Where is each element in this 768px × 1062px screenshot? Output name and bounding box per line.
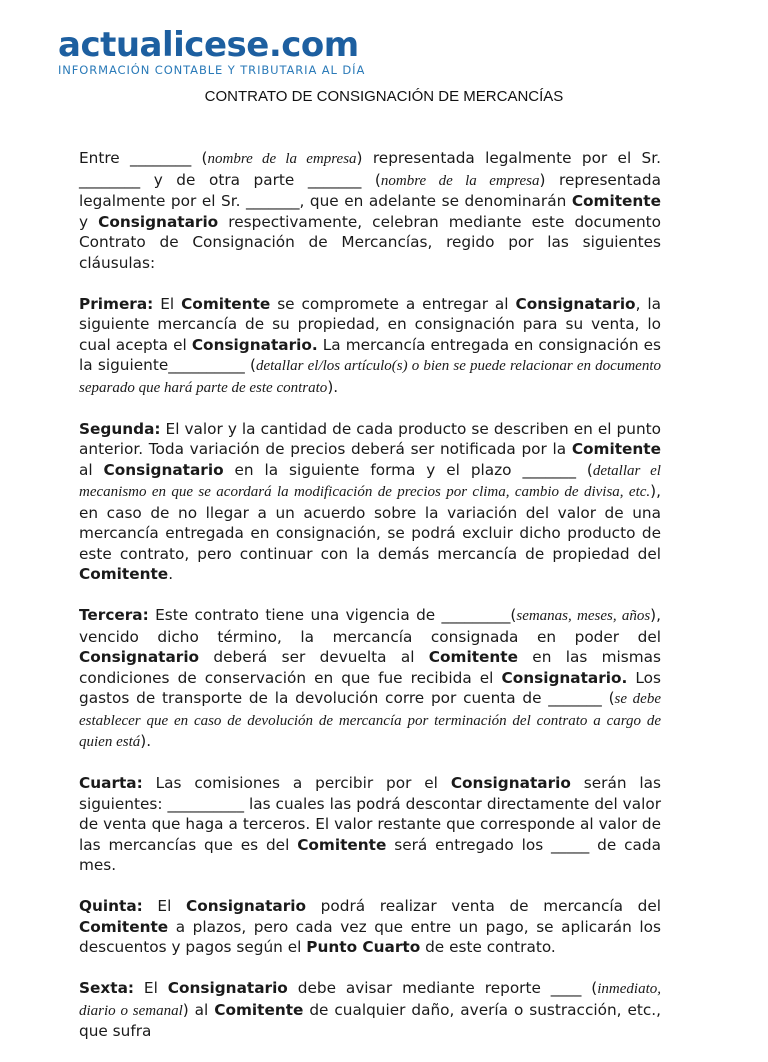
clause-text: a plazos, pero cada vez que entre un pago, se aplicarán los descuentos y pagos según el	[79, 917, 661, 956]
clause-text: Los gastos de transporte de la devolución corre por cuenta de _______ (	[79, 668, 661, 707]
clause-text: se compromete a entregar al	[270, 294, 516, 313]
italic-note: se debe establecer que en caso de devolución de mercancía por terminación del contrato a cargo de quien está	[79, 691, 661, 750]
bold-term: Comitente	[181, 294, 271, 313]
clause-text: en las mismas condiciones de conservación en que fue recibida el	[79, 648, 661, 687]
italic-note: detallar el/los artículo(s) o bien se puede relacionar en documento separado que hará parte de este contrato	[79, 358, 661, 396]
clause-paragraph	[79, 419, 661, 585]
bold-term: Comitente	[214, 1000, 304, 1019]
clause-paragraph	[79, 148, 661, 273]
clause-text: El valor y la cantidad de cada producto se describen en el punto anterior. Toda variación de precios deberá ser notificada por la	[79, 419, 661, 458]
clause-heading: Sexta:	[79, 979, 135, 997]
clause-text: respectivamente, celebran mediante este documento Contrato de Consignación de Mercancías, regido por las siguientes cláusulas:	[79, 212, 661, 272]
italic-note: nombre de la empresa	[207, 151, 357, 167]
bold-term: Comitente	[79, 917, 169, 936]
clause-paragraph	[79, 605, 661, 753]
site-logo	[58, 26, 365, 77]
clause-text: y	[79, 212, 99, 231]
site-tagline: INFORMACIÓN CONTABLE Y TRIBUTARIA AL DÍA	[58, 63, 366, 77]
clause-heading: Segunda:	[79, 419, 161, 438]
clause-paragraph	[79, 294, 661, 399]
bold-term: Consignatario	[98, 212, 219, 231]
italic-note: detallar el mecanismo en que se acordará la modificación de precios por clima, cambio de divisa, etc.	[79, 462, 661, 500]
clause-text: serán las siguientes: __________ las cuales las podrá descontar directamente del valor de venta que haga a terceros. El valor restante que corresponde al valor de las mercancías que es del	[79, 774, 662, 854]
clause-text: El	[153, 294, 182, 313]
clause-heading: Primera:	[79, 294, 154, 313]
bold-term: Consignatario	[515, 294, 636, 313]
clause-text: ) representada legalmente por el Sr. ________ y de otra parte _______ (	[79, 149, 661, 189]
clause-heading: Tercera:	[79, 606, 149, 624]
clause-text: ), en caso de no llegar a un acuerdo sobre la variación del valor de una mercancía entregada en consignación, se podrá excluir dicho producto de este contrato, pero continuar con la demás mercancía de propiedad del	[79, 482, 661, 563]
clause-text: de cualquier daño, avería o sustracción, etc., que sufra	[79, 1000, 661, 1040]
bold-term: Consignatario	[450, 774, 571, 792]
clause-text: .	[168, 565, 174, 583]
document-title: CONTRATO DE CONSIGNACIÓN DE MERCANCÍAS	[204, 88, 564, 105]
bold-term: Comitente	[571, 440, 661, 458]
clause-text: ) al	[182, 1000, 215, 1019]
bold-term: Comitente	[428, 648, 518, 666]
clause-text: La mercancía entregada en consignación es la siguiente__________ (	[79, 335, 661, 374]
clause-text: al	[79, 460, 104, 479]
clause-heading: Quinta:	[79, 897, 143, 915]
clause-paragraph	[79, 896, 661, 958]
bold-term: Comitente	[571, 192, 661, 210]
clause-text: de este contrato.	[420, 938, 556, 956]
bold-term: Consignatario.	[501, 668, 628, 687]
bold-term: Punto Cuarto	[306, 938, 421, 956]
site-name: actualicese.com	[58, 25, 359, 65]
clause-text: ).	[140, 732, 152, 750]
clause-text: Entre ________ (	[79, 149, 208, 167]
clause-text: en la siguiente forma y el plazo _______ (	[223, 460, 593, 479]
clause-text: será entregado los _____ de cada mes.	[79, 835, 661, 874]
clause-text: , la siguiente mercancía de su propiedad, en consignación para su venta, lo cual acepta el	[79, 294, 661, 354]
italic-note: inmediato, diario o semanal	[79, 981, 662, 1019]
clause-text: debe avisar mediante reporte ____ (	[287, 979, 598, 997]
bold-term: Consignatario	[103, 460, 224, 479]
clause-text: Las comisiones a percibir por el	[142, 774, 451, 792]
document-body	[79, 148, 661, 1062]
clause-paragraph	[79, 978, 661, 1042]
clause-text: deberá ser devuelta al	[199, 648, 429, 666]
bold-term: Consignatario	[79, 648, 200, 666]
bold-term: Consignatario.	[191, 335, 318, 354]
clause-text: podrá realizar venta de mercancía del	[306, 897, 661, 915]
bold-term: Consignatario	[185, 897, 307, 915]
italic-note: semanas, meses, años	[516, 608, 651, 624]
clause-text: Este contrato tiene una vigencia de _________(	[148, 606, 517, 624]
clause-text: ), vencido dicho término, la mercancía consignada en poder del	[79, 606, 662, 646]
italic-note: nombre de la empresa	[380, 172, 540, 189]
clause-text: El	[134, 979, 168, 997]
clause-heading: Cuarta:	[79, 774, 143, 792]
bold-term: Consignatario	[167, 979, 288, 997]
clause-text: ) representada legalmente por el Sr. _______, que en adelante se denominarán	[79, 170, 661, 210]
clause-text: El	[142, 897, 186, 915]
clause-paragraph	[79, 773, 661, 876]
bold-term: Comitente	[79, 565, 169, 583]
bold-term: Comitente	[297, 835, 387, 854]
clause-text: ).	[327, 377, 339, 396]
